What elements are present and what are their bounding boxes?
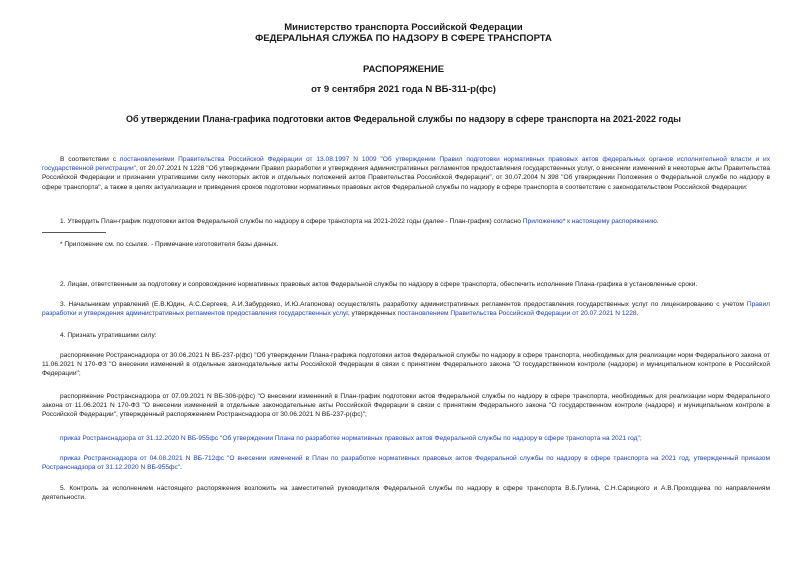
link-decree-1228[interactable]: постановлением Правительства Российской Федерации от 20.07.2021 N 1228 [397,310,637,318]
link-this-order[interactable]: к настоящему распоряжению [567,218,657,225]
item-3-text-3: . [636,310,639,318]
item-1-text-1: 1. Утвердить План-график подготовки актов Федеральной службы по надзору в сфере транспорта на 2021-2022 годы (далее - План-график) согласно [60,218,523,225]
revoked-order-2: распоряжение Ространснадзора от 07.09.2021 N ВБ-306-р(фс) "О внесении изменений в План-график подготовки актов Федеральной службы по надзору в сфере транспорта, необходимых для реализации норм Федерального закона от 11.06.2021 N 170-ФЗ "О внесении изменений в отдельные законодательные акты Российской Федерации в связи с принятием Федерального закона "О государственном контроле (надзоре) и муниципальном контроле в Российской Федерации", утвержденный распоряжением Ространснадзора от 30.06.2021 N ВБ-237-р(фс)"; [42,393,770,419]
document-title: Об утверждении Плана-графика подготовки актов Федеральной службы по надзору в сфере транспорта на 2021-2022 годы [126,114,681,124]
service-name: ФЕДЕРАЛЬНАЯ СЛУЖБА ПО НАДЗОРУ В СФЕРЕ ТРАНСПОРТА [255,33,552,44]
intro-paragraph [42,155,770,192]
footnote: * Приложение см. по ссылке. - Примечание изготовителя базы данных. [60,241,279,248]
revoked-order-3[interactable]: приказ Ространснадзора от 31.12.2020 N ВБ-955фс "Об утверждении Плана по разработке нормативных правовых актов Федеральной службы по надзору в сфере транспорта на 2021 год"; [60,435,642,442]
intro-text-3: , от 30.07.2004 N 398 "Об утверждении Положения о Федеральной службе по надзору в сфере транспорта" [42,174,771,191]
ministry-name: Министерство транспорта Российской Федерации [284,22,523,33]
item-3-paragraph [42,300,770,318]
item-1-text-2: * [562,218,568,225]
item-2-paragraph: 2. Лицам, ответственным за подготовку и сопровождение нормативных правовых актов Федеральной службы по надзору в сфере транспорта, обеспечить исполнение Плана-графика в установленные сроки. [60,281,698,288]
intro-text-4: , а также в целях актуализации и приведения сроков подготовки нормативных правовых актов Федеральной службы по надзору в сфере транспорта в соответствие с законодательством Российской Федерации: [100,183,748,191]
link-reglament-rules[interactable]: Правил разработки и утверждения административных регламентов предоставления государственных услуг [42,301,770,318]
intro-text-1: В соответствии с [60,156,120,163]
revoked-order-1: распоряжение Ространснадзора от 30.06.2021 N ВБ-237-р(фс) "Об утверждении Плана-графика подготовки актов Федеральной службы по надзору в сфере транспорта, необходимых для реализации норм Федерального закона от 11.06.2021 N 170-ФЗ "О внесении изменений в отдельные законодательные акты Российской Федерации в связи с принятием Федерального закона "О государственном контроле (надзоре) и муниципальном контроле в Российской Федерации"; [42,352,770,378]
item-3-text-2: , утвержденных [347,310,398,318]
link-decree-1009[interactable]: постановлениями Правительства Российской Федерации от 13.08.1997 N 1009 "Об утверждении Правил подготовки нормативных правовых актов федеральных органов исполнительной власти и их государственной регистрации" [42,156,770,173]
item-5-paragraph: 5. Контроль за исполнением настоящего распоряжения возложить на заместителей руководителя Федеральной службы по надзору в сфере транспорта В.Б.Гулина, С.Н.Сарицкого и А.В.Проходцева по направлениям деятельности. [42,485,770,502]
intro-text-2: , от 20.07.2021 N 1228 "Об утверждении Правил разработки и утверждения административных регламентов предоставления государственных услуг, о внесении изменений в некоторые акты Правительства Российской Федерации и признании утратившими силу некоторых актов и отдельных положений актов Правительства Российской Федерации" [42,165,771,182]
order-type: РАСПОРЯЖЕНИЕ [362,64,445,75]
footnote-divider [42,232,106,233]
item-1-paragraph [42,217,770,226]
item-1-text-3: . [656,218,659,225]
item-3-text-1: 3. Начальникам управлений (Е.В.Юдин, А.С.Сергеев, А.И.Забурдеяко, И.Ю.Агапонова) осуществлять разработку административных регламентов предоставления государственных услуг по лицензированию с учетом [60,301,747,308]
revoked-order-4-end: . [180,464,182,472]
link-appendix[interactable]: Приложению [522,218,563,225]
link-revoked-order-712[interactable]: приказ Ространснадзора от 04.08.2021 N ВБ-712фс "О внесении изменений в План по разработке нормативных правовых актов Федеральной службы по надзору в сфере транспорта на 2021 год, утвержденный приказом Ространснадзора от 31.12.2020 N ВБ-955фс" [42,455,770,472]
revoked-order-4 [42,454,770,472]
order-date-number: от 9 сентября 2021 года N ВБ-311-р(фс) [311,84,496,95]
item-4-paragraph: 4. Признать утратившими силу: [60,332,157,339]
